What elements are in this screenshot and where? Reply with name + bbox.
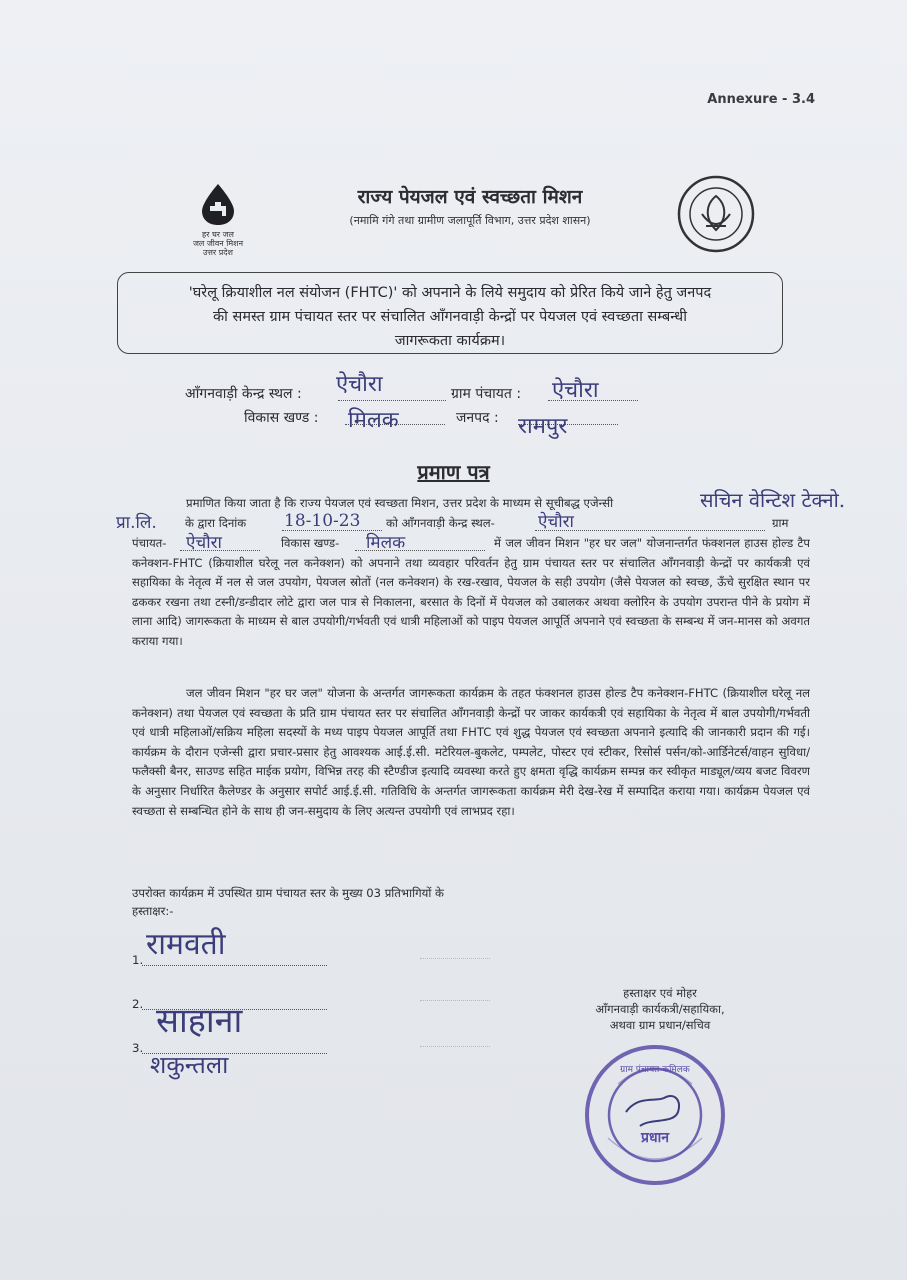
stamp-center-text: प्रधान (641, 1130, 669, 1146)
participants-line-1: उपरोक्त कार्यक्रम में उपस्थित ग्राम पंचायत स्तर के मुख्य 03 प्रतिभागियों के (132, 886, 444, 900)
block-text-label: विकास खण्ड- (281, 536, 340, 550)
participants-line-2: हस्ताक्षर:- (132, 904, 174, 918)
faint-line-2 (420, 1000, 490, 1001)
signature-number-1: 1. (132, 953, 144, 967)
at-center-label: को आँगनवाड़ी केन्द्र स्थल- (386, 516, 495, 530)
certificate-title: प्रमाण पत्र (417, 460, 490, 484)
district-value: रामपुर (518, 414, 568, 439)
mission-subtitle: (नमामि गंगे तथा ग्रामीण जलापूर्ति विभाग, उत्तर प्रदेश शासन) (349, 214, 591, 227)
signature-authority-block (560, 985, 760, 1033)
logo-caption-3: उत्तर प्रदेश (203, 248, 233, 257)
anganwadi-label: आँगनवाड़ी केन्द्र स्थल : (185, 386, 302, 402)
signature-number-3: 3. (132, 1041, 144, 1055)
pradhan-secretary-label: अथवा ग्राम प्रधान/सचिव (609, 1018, 711, 1032)
block-value: मिलक (348, 408, 399, 433)
p1-intro: प्रमाणित किया जाता है कि राज्य पेयजल एवं स्वच्छता मिशन, उत्तर प्रदेश के माध्यम से सूचीबद्ध एजेन्सी (186, 496, 614, 510)
har-ghar-jal-logo (188, 182, 248, 262)
gram-label: ग्राम (772, 516, 789, 530)
by-date-label: के द्वारा दिनांक (185, 516, 247, 530)
faint-line-1 (420, 958, 490, 959)
logo-caption-1: हर घर जल (202, 230, 234, 239)
signature-1: रामवती (146, 927, 226, 962)
program-banner (117, 272, 783, 354)
up-government-emblem (676, 174, 756, 254)
block-text-value: मिलक (366, 533, 406, 553)
date-value: 18-10-23 (284, 511, 361, 531)
anganwadi-underline (338, 400, 446, 401)
district-label: जनपद : (456, 410, 499, 426)
anganwadi-worker-label: आँगनवाड़ी कार्यकत्री/सहायिका, (595, 1002, 725, 1016)
faint-line-3 (420, 1046, 490, 1047)
signature-3: शकुन्तला (150, 1051, 229, 1079)
p2-body: जल जीवन मिशन "हर घर जल" योजना के अन्तर्गत जागरूकता कार्यक्रम के तहत फंक्शनल हाउस होल्ड टैप कनेक्शन-FHTC (क्रियाशील घरेलू नल कनेक्शन) तथा पेयजल एवं स्वच्छता के प्रति ग्राम पंचायत स्तर पर संचालित आँगनवाड़ी केन्द्रों पर जाकर कार्यकत्री एवं सहायिका के नेतृत्व में बाल उपयोगी/गर्भवती एवं धात्री महिलाओं/सक्रिय महिला सदस्यों के मध्य पाइप पेयजल आपूर्ति तथा FHTC एवं शुद्ध पेयजल एवं स्वच्छता अपनाने इत्यादि की जानकारी प्रदान की गई। कार्यक्रम के दौरान एजेन्सी द्वारा प्रचार-प्रसार हेतु आवश्यक आई.ई.सी. मटेरियल-बुकलेट, पम्पलेट, पोस्टर एवं स्टीकर, रिसोर्स पर्सन/को-आर्डिनेटर्स/वाहन सुविधा/फलैक्सी बैनर, साउण्ड सहित माईक प्रयोग, विभिन्न तरह की स्टैण्डीज इत्यादि व्यवस्था करते हुए क्षमता वृद्धि कार्यक्रम सम्पन्न कर स्वीकृत माड्यूल/व्यय बजट विवरण के अनुसार निर्धारित कैलेण्डर के अनुसार सपोर्ट आई.ई.सी. गतिविधि के अन्तर्गत जागरूकता कार्यक्रम मेरी देख-रेख में सम्पादित कराया गया। कार्यक्रम पेयजल एवं स्वच्छता से सम्बन्धित होने के साथ ही जन-समुदाय के लिए अत्यन्त उपयोगी एवं लाभप्रद रहा। (132, 686, 810, 818)
panchayat-label: पंचायत- (132, 536, 167, 550)
p1-body: में जल जीवन मिशन "हर घर जल" योजनान्तर्गत फंक्शनल हाउस होल्ड टैप कनेक्शन-FHTC (क्रियाशील घरेलू नल कनेक्शन) को अपनाने तथा व्यवहार परिवर्तन हेतु ग्राम पंचायत स्तर पर संचालित आँगनवाड़ी केन्द्रों पर कार्यकत्री एवं सहायिका के नेतृत्व में नल से जल उपयोग, पेयजल स्रोतों (नल कनेक्शन) के रख-रखाव, पेयजल के सही उपयोग (जैसे पेयजल को स्वच्छ, ऊँचे सुरक्षित स्थान पर ढककर रखना तथा टस्नी/डन्डीदार लोटे द्वारा जल पात्र से निकालना, बरसात के दिनों में पेयजल को उबालकर अथवा क्लोरिन के उपयोग उपरान्त पीने के प्रयोग में लाना आदि) जागरूकता के माध्यम से बाल उपयोगी/गर्भवती एवं धात्री महिलाओं को पाइप पेयजल आपूर्ति अपनाने एवं स्वच्छता के सम्बन्ध में जन-मानस को अवगत कराया गया। (132, 536, 810, 648)
sign-and-seal-label: हस्ताक्षर एवं मोहर (623, 986, 697, 1000)
agency-value: सचिन वेन्टिश टेक्नो. (700, 488, 846, 512)
signature-2: साहाना (156, 1001, 243, 1041)
annexure-label: Annexure - 3.4 (707, 92, 815, 107)
logo-caption-2: जल जीवन मिशन (192, 239, 244, 248)
center-value: ऐचौरा (538, 512, 574, 532)
water-drop-icon (198, 182, 238, 226)
panchayat-value: ऐचौरा (186, 533, 222, 553)
mission-title: राज्य पेयजल एवं स्वच्छता मिशन (357, 186, 583, 208)
banner-line-2: की समस्त ग्राम पंचायत स्तर पर संचालित आँगनवाड़ी केन्द्रों पर पेयजल एवं स्वच्छता सम्बन्धी (213, 309, 687, 325)
gram-panchayat-value: ऐचौरा (552, 378, 599, 403)
banner-line-3: जागरूकता कार्यक्रम। (394, 333, 506, 349)
gram-panchayat-label: ग्राम पंचायत : (451, 386, 522, 402)
banner-line-1: 'घरेलू क्रियाशील नल संयोजन (FHTC)' को अपनाने के लिये समुदाय को प्रेरित किये जाने हेतु जनपद (188, 285, 712, 301)
anganwadi-value: ऐचौरा (336, 372, 383, 397)
agency-suffix: प्रा.लि. (116, 513, 157, 533)
signature-number-2: 2. (132, 997, 144, 1011)
block-label: विकास खण्ड : (244, 410, 319, 426)
stamp-ring-text: ग्राम पंचायत कमिलक (620, 1065, 690, 1075)
pradhan-seal-stamp (580, 1040, 730, 1190)
signature-line-1 (142, 965, 327, 966)
